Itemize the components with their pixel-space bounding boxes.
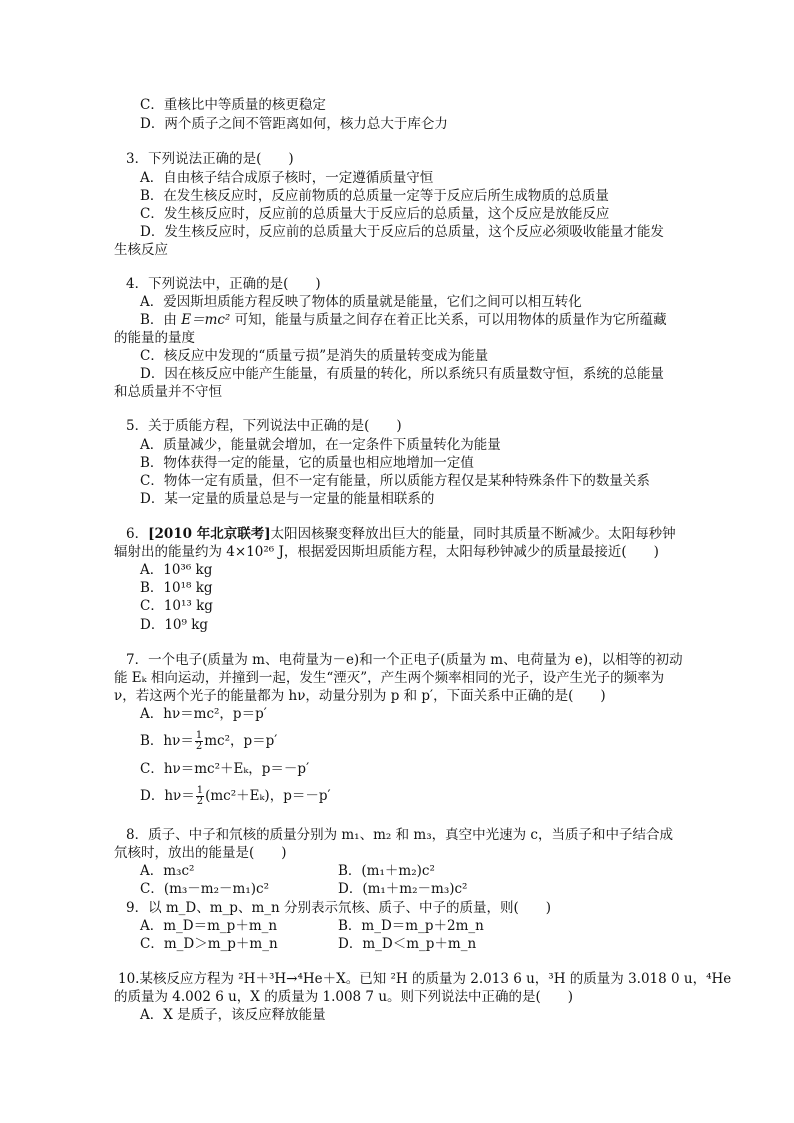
q6-stem-line1	[126, 525, 676, 543]
q10-stem-line2: 的质量为 4.002 6 u，X 的质量为 1.008 7 u。则下列说法中正确的是( )	[114, 989, 574, 1005]
q6-option-a: A．10³⁶ kg	[140, 562, 213, 578]
q4-option-d-line2: 和总质量并不守恒	[114, 384, 222, 400]
q10-stem-line1: 10.某核反应方程为 ²H＋³H→⁴He＋X。已知 ²H 的质量为 2.013 6 u，³H 的质量为 3.018 0 u，⁴He	[118, 971, 732, 987]
q5-option-c: C．物体一定有质量，但不一定有能量，所以质能方程仅是某种特殊条件下的数量关系	[140, 473, 650, 489]
q7-option-b-prefix: B．hν＝	[140, 733, 194, 749]
fraction-denominator: 2	[196, 796, 204, 807]
q4-option-b-text: 可知，能量与质量之间存在着正比关系，可以用物体的质量作为它所蕴藏	[230, 312, 667, 328]
fraction-numerator: 1	[196, 785, 204, 796]
q9-option-b: B．m_D＝m_p＋2m_n	[338, 918, 484, 934]
q9-stem: 9．以 m_D、m_p、m_n 分别表示氘核、质子、中子的质量，则( )	[126, 900, 552, 916]
q3-option-b: B．在发生核反应时，反应前物质的总质量一定等于反应后所生成物质的总质量	[140, 188, 609, 204]
q2-option-d: D．两个质子之间不管距离如何，核力总大于库仑力	[140, 116, 448, 132]
q3-option-a: A．自由核子结合成原子核时，一定遵循质量守恒	[140, 170, 434, 186]
q7-option-b	[140, 731, 277, 752]
q4-option-c: C．核反应中发现的“质量亏损”是消失的质量转变成为能量	[140, 348, 489, 364]
q6-option-c: C．10¹³ kg	[140, 598, 213, 614]
q4-option-b-line2: 的能量的量度	[114, 330, 195, 346]
q7-stem-line2: 能 Eₖ 相向运动，并撞到一起，发生“湮灭”，产生两个频率相同的光子，设产生光子的频率为	[114, 670, 665, 686]
q7-option-d-prefix: D．hν＝	[140, 788, 195, 804]
q3-option-d-line1: D．发生核反应时，反应前的总质量大于反应后的总质量，这个反应必须吸收能量才能发	[140, 224, 664, 240]
q7-stem-line1: 7．一个电子(质量为 m、电荷量为－e)和一个正电子(质量为 m、电荷量为 e)，以相等的初动	[126, 652, 683, 668]
q4-option-b-line1	[140, 311, 667, 329]
q7-option-c: C．hν＝mc²＋Eₖ，p＝－p′	[140, 761, 310, 777]
q6-number: 6．	[126, 526, 149, 542]
q6-stem-text: 太阳因核聚变释放出巨大的能量，同时其质量不断减少。太阳每秒钟	[270, 526, 676, 542]
q6-option-b: B．10¹⁸ kg	[140, 580, 213, 596]
q2-option-c: C．重核比中等质量的核更稳定	[140, 97, 326, 113]
q8-option-c: C．(m₃－m₂－m₁)c²	[140, 881, 269, 897]
q5-option-a: A．质量减少，能量就会增加，在一定条件下质量转化为能量	[140, 437, 501, 453]
q10-option-a: A．X 是质子，该反应释放能量	[140, 1007, 326, 1023]
q5-stem: 5．关于质能方程，下列说法中正确的是( )	[126, 418, 402, 434]
fraction-one-half	[196, 786, 204, 807]
q9-option-a: A．m_D＝m_p＋m_n	[140, 918, 278, 934]
q5-option-b: B．物体获得一定的能量，它的质量也相应地增加一定值	[140, 455, 474, 471]
q8-option-d: D．(m₁＋m₂－m₃)c²	[338, 881, 468, 897]
q7-stem-line3: ν，若这两个光子的能量都为 hν，动量分别为 p 和 p′，下面关系中正确的是( )	[114, 688, 606, 704]
q4-option-b-prefix: B．由	[140, 312, 182, 328]
mass-energy-formula: E＝mc²	[181, 312, 231, 328]
q6-source: [2010 年北京联考]	[148, 526, 271, 542]
q7-option-d	[140, 786, 331, 807]
q3-option-c: C．发生核反应时，反应前的总质量大于反应后的总质量，这个反应是放能反应	[140, 206, 610, 222]
q9-option-d: D．m_D＜m_p＋m_n	[338, 936, 477, 952]
q8-option-b: B．(m₁＋m₂)c²	[338, 863, 435, 879]
fraction-one-half	[195, 731, 203, 752]
q6-stem-line2: 辐射出的能量约为 4×10²⁶ J，根据爱因斯坦质能方程，太阳每秒钟减少的质量最接近( )	[114, 544, 659, 560]
q4-option-a: A．爱因斯坦质能方程反映了物体的质量就是能量，它们之间可以相互转化	[140, 294, 582, 310]
q7-option-a: A．hν＝mc²，p＝p′	[140, 706, 267, 722]
q8-option-a: A．m₃c²	[140, 863, 195, 879]
q4-stem: 4．下列说法中，正确的是( )	[126, 276, 321, 292]
fraction-numerator: 1	[195, 730, 203, 741]
q3-stem: 3．下列说法正确的是( )	[126, 151, 294, 167]
q5-option-d: D．某一定量的质量总是与一定量的能量相联系的	[140, 491, 435, 507]
fraction-denominator: 2	[195, 741, 203, 752]
q7-option-d-text: (mc²＋Eₖ)，p＝－p′	[205, 788, 331, 804]
q8-stem-line1: 8．质子、中子和氘核的质量分别为 m₁、m₂ 和 m₃，真空中光速为 c，当质子和中子结合成	[126, 827, 673, 843]
q6-option-d: D．10⁹ kg	[140, 617, 209, 633]
q7-option-b-text: mc²，p＝p′	[204, 733, 278, 749]
q4-option-d-line1: D．因在核反应中能产生能量，有质量的转化，所以系统只有质量数守恒，系统的总能量	[140, 366, 664, 382]
q8-stem-line2: 氘核时，放出的能量是( )	[114, 845, 287, 861]
q3-option-d-line2: 生核反应	[114, 242, 168, 258]
q9-option-c: C．m_D＞m_p＋m_n	[140, 936, 278, 952]
